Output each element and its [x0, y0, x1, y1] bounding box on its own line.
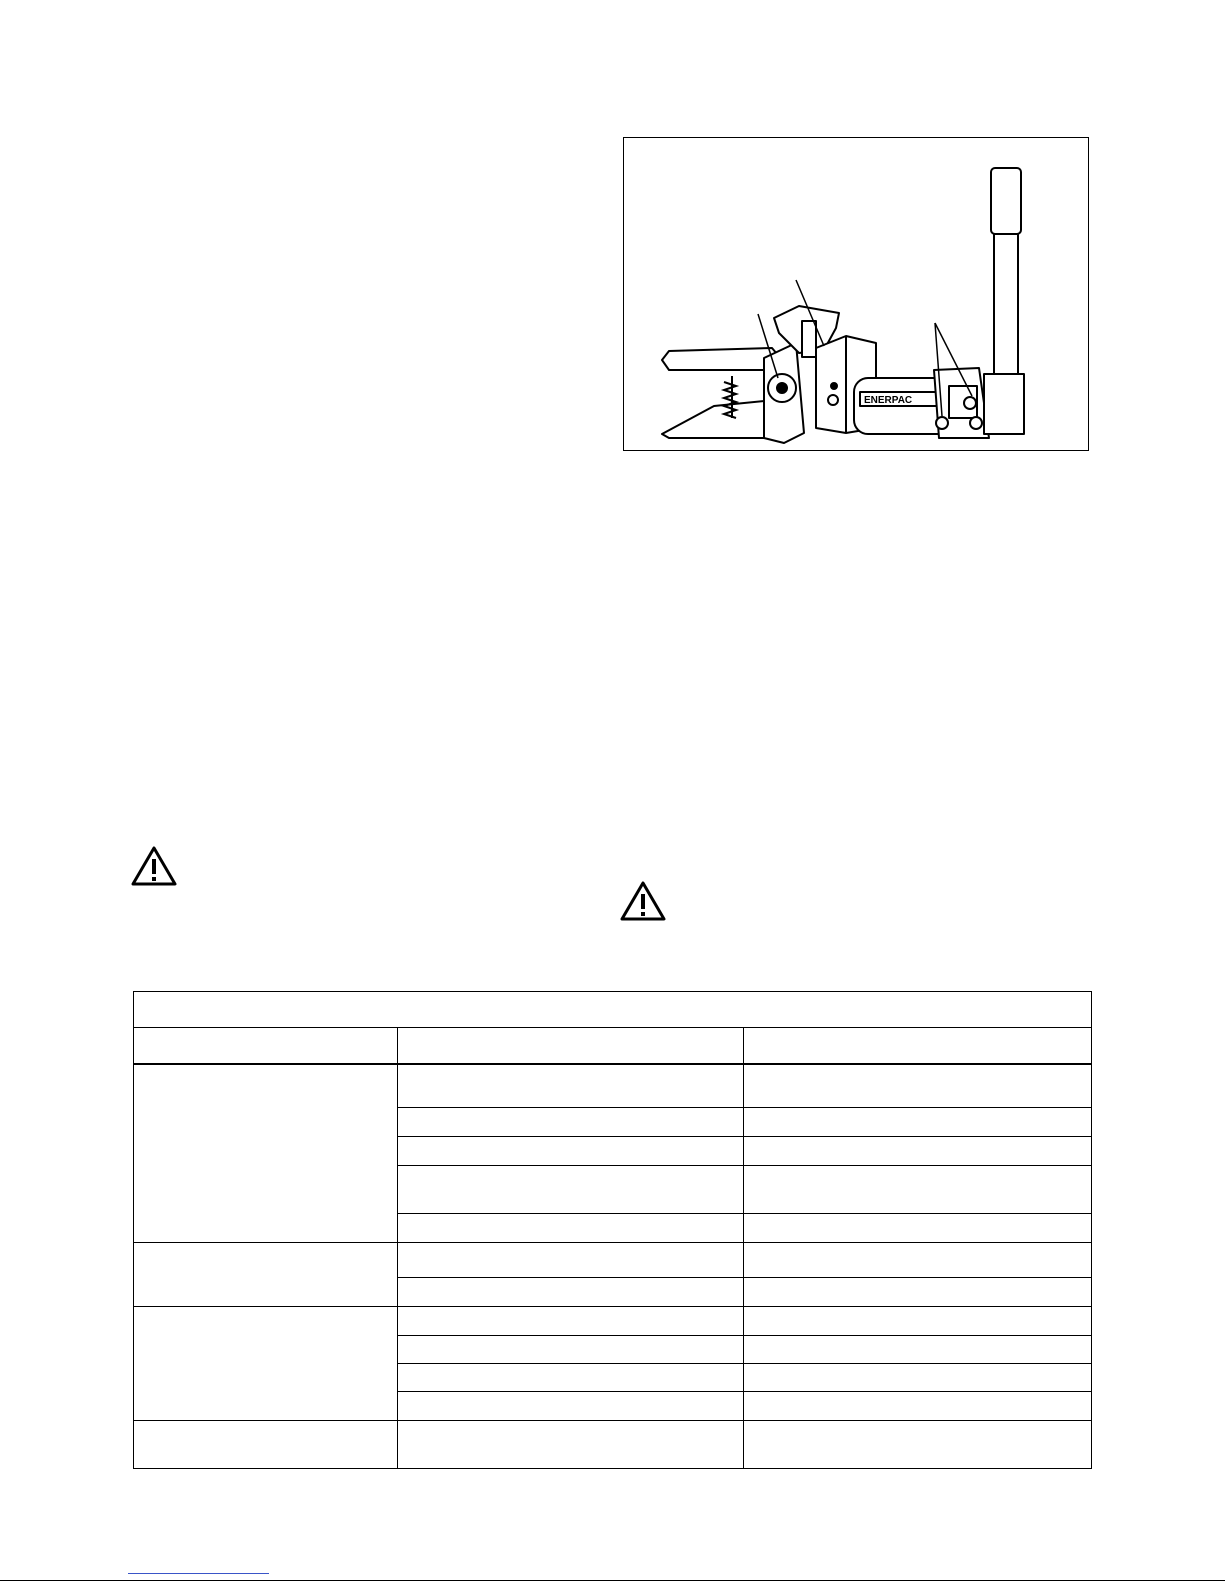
table-header-cell [134, 1028, 398, 1064]
spec-table [133, 991, 1092, 1469]
table-cell [398, 1243, 744, 1278]
table-cell [398, 1214, 744, 1243]
table-cell [744, 1108, 1092, 1137]
table-cell [134, 1421, 398, 1469]
table-title [134, 992, 1092, 1028]
warning-triangle-icon [619, 880, 667, 922]
tool-illustration-frame [623, 137, 1089, 451]
table-cell [398, 1307, 744, 1336]
table-cell [398, 1166, 744, 1214]
footer-link[interactable] [128, 1573, 269, 1574]
table-header-cell [744, 1028, 1092, 1064]
table-cell [134, 1064, 398, 1243]
table-cell [744, 1421, 1092, 1469]
table-cell [744, 1064, 1092, 1108]
table-row [134, 1307, 1092, 1336]
table-cell [398, 1364, 744, 1392]
table-cell [744, 1307, 1092, 1336]
warning-triangle-icon [130, 845, 178, 887]
table-cell [744, 1364, 1092, 1392]
table-header-cell [398, 1028, 744, 1064]
table-cell [134, 1307, 398, 1421]
table-cell [744, 1137, 1092, 1166]
table-cell [744, 1243, 1092, 1278]
table-cell [398, 1108, 744, 1137]
table-cell [398, 1278, 744, 1307]
table-cell [744, 1214, 1092, 1243]
brand-label: ENERPAC [864, 395, 913, 406]
table-cell [134, 1243, 398, 1307]
table-row [134, 1421, 1092, 1469]
table-cell [398, 1336, 744, 1364]
table-row [134, 1064, 1092, 1108]
table-cell [398, 1392, 744, 1421]
hydraulic-spreader-illustration [624, 138, 1090, 452]
table-row [134, 1243, 1092, 1278]
table-cell [398, 1421, 744, 1469]
page-bottom-rule [0, 1580, 1225, 1581]
table-cell [744, 1278, 1092, 1307]
table-cell [744, 1166, 1092, 1214]
table-cell [744, 1336, 1092, 1364]
table-cell [398, 1064, 744, 1108]
table-cell [744, 1392, 1092, 1421]
table-cell [398, 1137, 744, 1166]
